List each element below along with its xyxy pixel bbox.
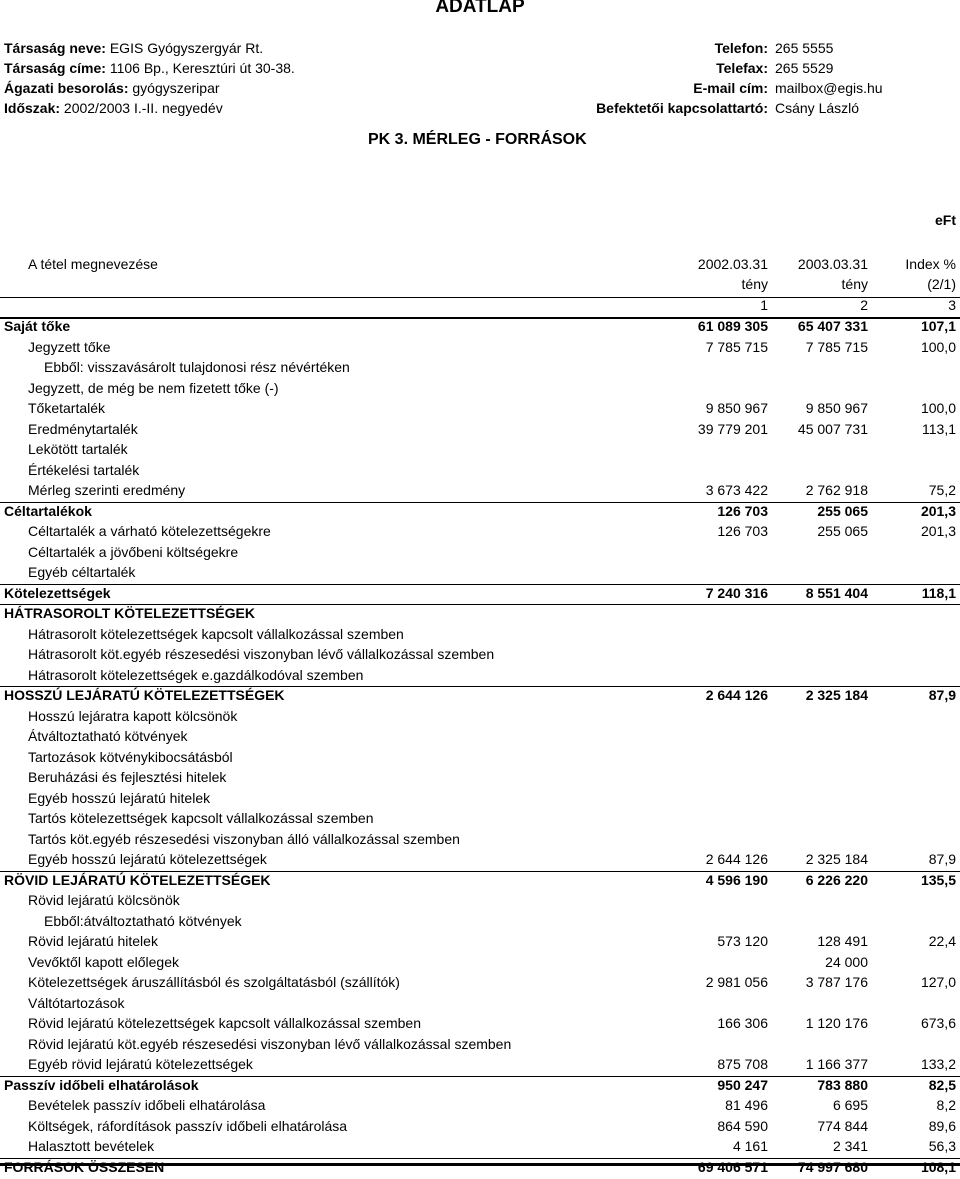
value-index: 201,3 [920,502,956,519]
table-row [0,810,960,830]
value-2002: 573 120 [717,933,768,949]
row-label: Rövid lejáratú köt.egyéb részesedési viszonyban lévő vállalkozással szemben [28,1035,512,1052]
header-divider [0,297,960,298]
row-divider [0,502,960,503]
value-index: 8,2 [936,1097,956,1113]
row-divider [0,584,960,585]
value-index: 75,2 [928,482,956,498]
table-row [0,995,960,1015]
table-row [0,933,960,953]
row-label: Céltartalékok [4,502,92,519]
row-label: Rövid lejáratú kötelezettségek kapcsolt vállalkozással szemben [28,1015,421,1031]
company-address-line [4,60,295,76]
table-row [0,913,960,933]
value-2002: 950 247 [717,1076,768,1093]
fax-label: Telefax: [716,60,768,76]
table-row [0,400,960,420]
value-index: 127,0 [920,974,956,990]
value-2003: 9 850 967 [805,400,868,416]
column-number-2: 2 [860,297,868,313]
phone-label: Telefon: [714,40,768,56]
row-label: Egyéb hosszú lejáratú hitelek [28,789,211,806]
table-row [0,1138,960,1158]
company-sector-label: Ágazati besorolás: [4,80,129,96]
value-index: 22,4 [928,933,956,949]
value-2003: 24 000 [825,953,868,970]
table-row [0,872,960,892]
value-2002: 875 708 [717,1056,768,1072]
row-label: HÁTRASOROLT KÖTELEZETTSÉGEK [4,605,255,621]
row-divider [0,604,960,605]
row-label: Rövid lejáratú kölcsönök [28,892,180,908]
value-2003: 7 785 715 [805,338,868,355]
table-row [0,769,960,789]
value-index: 673,6 [920,1015,956,1031]
table-row [0,339,960,359]
row-label: HOSSZÚ LEJÁRATÚ KÖTELEZETTSÉGEK [4,687,285,703]
value-2002: 864 590 [717,1117,768,1134]
value-2002: 4 161 [732,1138,768,1154]
row-label: Egyéb rövid lejáratú kötelezettségek [28,1056,253,1072]
value-2003: 783 880 [817,1076,868,1093]
column-header-name: A tétel megnevezése [28,256,158,272]
value-2002: 2 644 126 [705,851,768,867]
email-value: mailbox@egis.hu [775,80,883,96]
value-2003: 45 007 731 [797,420,868,437]
table-row [0,831,960,851]
document-title: ADATLAP [435,0,525,17]
value-index: 56,3 [928,1138,956,1154]
table-row [0,749,960,769]
value-2003: 1 120 176 [805,1015,868,1031]
row-label: Mérleg szerinti eredmény [28,482,186,498]
value-index: 87,9 [928,851,956,867]
row-label: Átváltoztatható kötvények [28,728,188,744]
value-2003: 128 491 [817,933,868,949]
value-2002: 4 596 190 [705,871,768,888]
row-label: Hátrasorolt kötelezettségek e.gazdálkodóval szemben [28,666,364,683]
table-row [0,1036,960,1056]
value-2003: 6 226 220 [805,871,868,888]
table-row [0,1097,960,1117]
table-row [0,359,960,379]
company-name-label: Társaság neve: [4,40,106,56]
table-row [0,892,960,912]
company-name: EGIS Gyógyszergyár Rt. [109,40,264,56]
row-label: Hosszú lejáratra kapott kölcsönök [28,707,238,724]
row-label: Kötelezettségek [4,584,111,601]
fax-value: 265 5529 [775,60,834,76]
row-label: Céltartalék a várható kötelezettségekre [28,523,271,539]
table-row [0,441,960,461]
value-index: 133,2 [920,1056,956,1072]
column-header-2002: 2002.03.31 [697,256,768,272]
investor-relations-label: Befektetői kapcsolattartó: [596,100,768,116]
value-2003: 2 341 [832,1138,868,1154]
company-period: 2002/2003 I.-II. negyedév [63,100,223,116]
value-index: 113,1 [922,420,956,437]
table-row [0,421,960,441]
table-row [0,380,960,400]
company-period-label: Időszak: [4,100,61,116]
table-row [0,954,960,974]
row-divider [0,686,960,687]
table-row [0,523,960,543]
value-2003: 2 762 918 [805,482,868,498]
row-label: Bevételek passzív időbeli elhatárolása [28,1097,266,1113]
value-2002: 81 496 [725,1097,768,1113]
row-label: Jegyzett tőke [28,338,111,355]
value-2002: 2 981 056 [705,974,768,990]
row-label: Tartós köt.egyéb részesedési viszonyban álló vállalkozással szemben [28,830,460,847]
row-label: Lekötött tartalék [28,441,128,457]
row-label: Váltótartozások [28,994,125,1011]
table-row [0,1118,960,1138]
row-label: Tartós kötelezettségek kapcsolt vállalkozással szemben [28,810,374,826]
value-2002: 126 703 [717,523,768,539]
table-row [0,790,960,810]
company-name-line [4,40,263,56]
row-label: Céltartalék a jövőbeni költségekre [28,543,239,560]
row-divider [0,1158,960,1159]
column-subheader-index: (2/1) [927,276,956,292]
phone-value: 265 5555 [775,40,834,56]
value-2003: 3 787 176 [805,974,868,990]
row-label: Vevőktől kapott előlegek [28,953,179,970]
table-row [0,318,960,338]
row-divider [0,1076,960,1077]
row-label: Egyéb céltartalék [28,564,136,580]
value-index: 108,1 [920,1158,956,1175]
value-2003: 2 325 184 [805,851,868,867]
table-row [0,1159,960,1179]
value-2003: 1 166 377 [805,1056,868,1072]
section-title: PK 3. MÉRLEG - FORRÁSOK [368,131,587,148]
value-2003: 6 695 [832,1097,868,1113]
row-label: Passzív időbeli elhatárolások [4,1076,199,1093]
row-label: Beruházási és fejlesztési hitelek [28,769,227,785]
company-sector: gyógyszeripar [132,80,220,96]
row-label: Kötelezettségek áruszállításból és szolgáltatásból (szállítók) [28,974,400,990]
investor-relations-value: Csány László [775,100,860,116]
table-row [0,503,960,523]
row-label: Eredménytartalék [28,420,138,437]
value-index: 201,3 [920,523,956,539]
row-label: FORRÁSOK ÖSSZESEN [4,1158,165,1175]
value-2002: 9 850 967 [705,400,768,416]
row-label: Költségek, ráfordítások passzív időbeli elhatárolása [28,1117,348,1134]
table-row [0,687,960,707]
row-divider [0,871,960,872]
column-number-3: 3 [948,297,956,313]
value-2002: 69 406 571 [697,1158,768,1175]
value-index: 87,9 [928,687,956,703]
table-row [0,974,960,994]
column-header-index: Index % [905,256,956,272]
table-row [0,462,960,482]
email-label: E-mail cím: [693,80,768,96]
value-index: 100,0 [920,338,956,355]
table-row [0,564,960,584]
table-bottom-rule [0,1163,960,1166]
row-label: Egyéb hosszú lejáratú kötelezettségek [28,851,267,867]
table-row [0,728,960,748]
company-sector-line [4,80,220,96]
value-2002: 126 703 [717,502,768,519]
value-2002: 7 240 316 [705,584,768,601]
row-label: Jegyzett, de még be nem fizetett tőke (-) [28,379,279,396]
value-2003: 74 997 680 [797,1158,868,1175]
row-label: Ebből: visszavásárolt tulajdonosi rész névértéken [44,359,350,375]
value-2003: 255 065 [817,523,868,539]
value-index: 135,5 [920,871,956,888]
table-row [0,708,960,728]
row-label: Saját tőke [4,318,71,334]
value-2003: 65 407 331 [797,318,868,334]
table-row [0,1015,960,1035]
row-label: Hátrasorolt kötelezettségek kapcsolt vállalkozással szemben [28,625,404,642]
row-label: Ebből:átváltoztatható kötvények [44,912,242,929]
column-header-2003: 2003.03.31 [797,256,868,272]
row-label: RÖVID LEJÁRATÚ KÖTELEZETTSÉGEK [4,871,271,888]
value-2003: 255 065 [817,502,868,519]
value-index: 118,1 [921,584,956,601]
table-row [0,544,960,564]
row-label: Hátrasorolt köt.egyéb részesedési viszonyban lévő vállalkozással szemben [28,646,495,662]
value-2002: 39 779 201 [697,420,768,437]
row-label: Tőketartalék [28,400,106,416]
value-2002: 3 673 422 [705,482,768,498]
value-index: 107,1 [920,318,956,334]
value-2003: 774 844 [817,1117,868,1134]
row-label: Halasztott bevételek [28,1138,155,1154]
value-2003: 2 325 184 [805,687,868,703]
table-row [0,646,960,666]
table-row [0,1077,960,1097]
value-2002: 7 785 715 [705,338,768,355]
row-label: Tartozások kötvénykibocsátásból [28,748,233,765]
column-number-1: 1 [760,297,768,313]
table-row [0,851,960,871]
company-address: 1106 Bp., Keresztúri út 30-38. [109,60,295,76]
table-row [0,482,960,502]
value-index: 89,6 [928,1117,956,1134]
value-2003: 8 551 404 [805,584,868,601]
value-index: 100,0 [920,400,956,416]
table-row [0,667,960,687]
company-period-line [4,100,223,116]
value-2002: 61 089 305 [697,318,768,334]
row-label: Rövid lejáratú hitelek [28,933,158,949]
table-row [0,585,960,605]
table-row [0,1056,960,1076]
value-index: 82,5 [928,1076,956,1093]
company-address-label: Társaság címe: [4,60,106,76]
value-2002: 2 644 126 [705,687,768,703]
table-row [0,626,960,646]
value-2002: 166 306 [717,1015,768,1031]
column-subheader-2002: tény [741,276,768,292]
column-subheader-2003: tény [841,276,868,292]
row-label: Értékelési tartalék [28,461,140,478]
table-row [0,605,960,625]
unit-label: eFt [935,212,956,228]
